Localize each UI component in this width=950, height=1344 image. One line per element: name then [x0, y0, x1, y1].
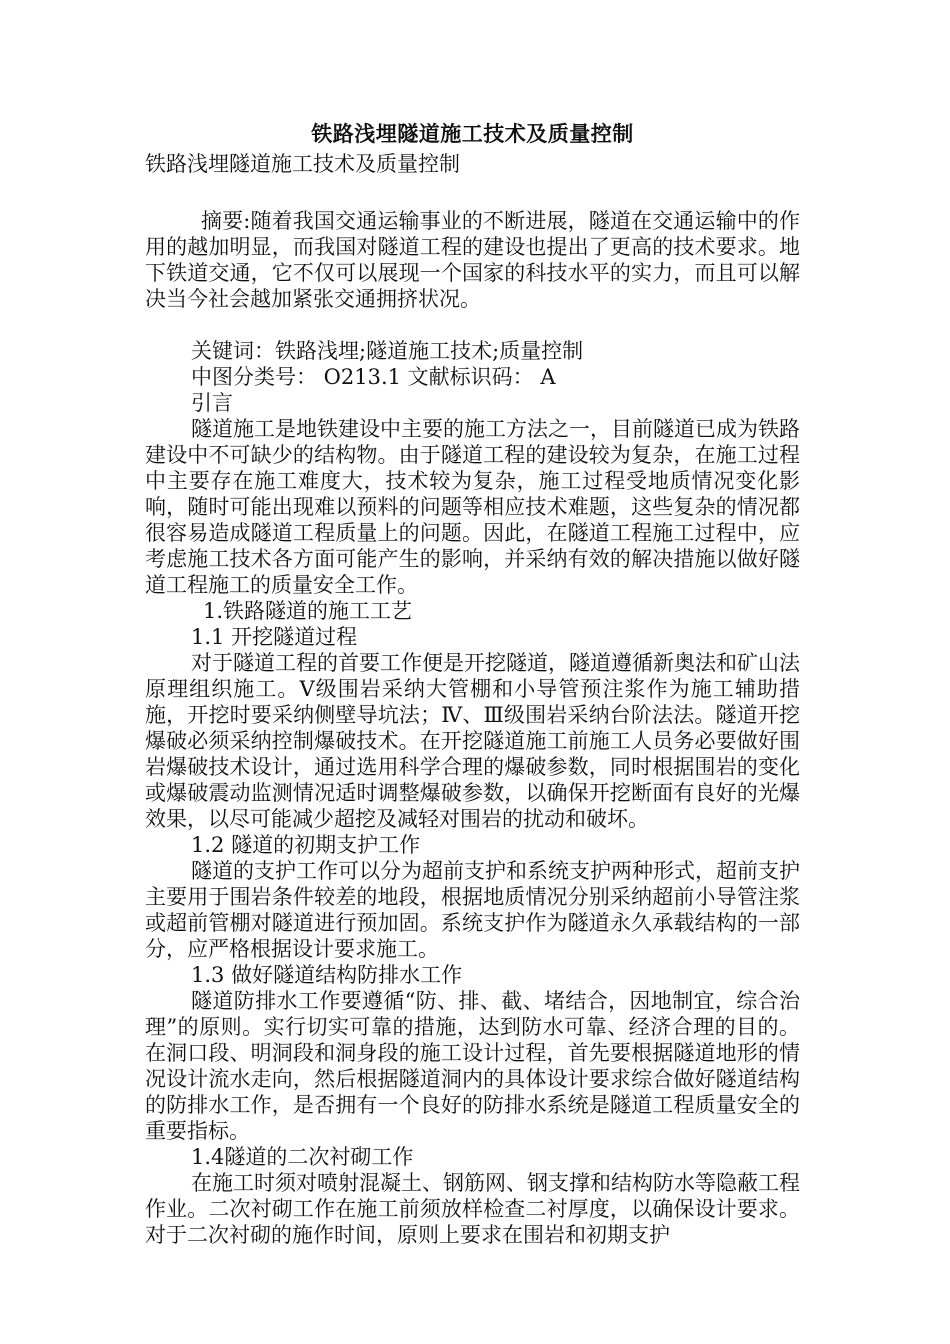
section-1-1-paragraph: 对于隧道工程的首要工作便是开挖隧道，隧道遵循新奥法和矿山法原理组织施工。Ⅴ级围岩采纳大管棚和小导管预注浆作为施工辅助措施，开挖时要采纳侧壁导坑法；Ⅳ、Ⅲ级围岩采纳台阶法法。隧道开挖爆破必须采纳控制爆破技术。在开挖隧道施工前施工人员务必要做好围岩爆破技术设计，通过选用科学合理的爆破参数，同时根据围岩的变化或爆破震动监测情况适时调整爆破参数，以确保开挖断面有良好的光爆效果，以尽可能减少超挖及减轻对围岩的扰动和破坏。 — [145, 651, 800, 831]
classification-line: 中图分类号： O213.1 文献标识码： A — [191, 365, 556, 389]
section-1-heading: 1.铁路隧道的施工工艺 — [203, 599, 413, 623]
keywords-line: 关键词：铁路浅埋;隧道施工技术;质量控制 — [191, 339, 584, 363]
abstract-paragraph: 摘要:随着我国交通运输事业的不断进展，隧道在交通运输中的作用的越加明显，而我国对隧道工程的建设也提出了更高的技术要求。地下铁道交通，它不仅可以展现一个国家的科技水平的实力，而且可以解决当今社会越加紧张交通拥挤状况。 — [145, 209, 800, 311]
intro-paragraph: 隧道施工是地铁建设中主要的施工方法之一，目前隧道已成为铁路建设中不可缺少的结构物。由于隧道工程的建设较为复杂，在施工过程中主要存在施工难度大，技术较为复杂，施工过程受地质情况变化影响，随时可能出现难以预料的问题等相应技术难题，这些复杂的情况都很容易造成隧道工程质量上的问题。因此，在隧道工程施工过程中，应考虑施工技术各方面可能产生的影响，并采纳有效的解决措施以做好隧道工程施工的质量安全工作。 — [145, 417, 800, 597]
section-1-3-heading: 1.3 做好隧道结构防排水工作 — [191, 963, 463, 987]
section-1-4-paragraph: 在施工时须对喷射混凝土、钢筋网、钢支撑和结构防水等隐蔽工程作业。二次衬砌工作在施工前须放样检查二衬厚度，以确保设计要求。对于二次衬砌的施作时间，原则上要求在围岩和初期支护 — [145, 1171, 800, 1247]
section-1-2-heading: 1.2 隧道的初期支护工作 — [191, 833, 421, 857]
section-1-4-heading: 1.4隧道的二次衬砌工作 — [191, 1145, 414, 1169]
section-1-2-paragraph: 隧道的支护工作可以分为超前支护和系统支护两种形式，超前支护主要用于围岩条件较差的地段，根据地质情况分别采纳超前小导管注浆或超前管棚对隧道进行预加固。系统支护作为隧道永久承载结构的一部分，应严格根据设计要求施工。 — [145, 859, 800, 961]
intro-heading: 引言 — [191, 391, 233, 415]
document-subtitle: 铁路浅埋隧道施工技术及质量控制 — [145, 152, 460, 176]
document-title: 铁路浅埋隧道施工技术及质量控制 — [311, 121, 634, 146]
section-1-3-paragraph: 隧道防排水工作要遵循“防、排、截、堵结合，因地制宜，综合治理”的原则。实行切实可靠的措施，达到防水可靠、经济合理的目的。在洞口段、明洞段和洞身段的施工设计过程，首先要根据隧道地形的情况设计流水走向，然后根据隧道洞内的具体设计要求综合做好隧道结构的防排水工作，是否拥有一个良好的防排水系统是隧道工程质量安全的重要指标。 — [145, 989, 800, 1143]
section-1-1-heading: 1.1 开挖隧道过程 — [191, 625, 358, 649]
